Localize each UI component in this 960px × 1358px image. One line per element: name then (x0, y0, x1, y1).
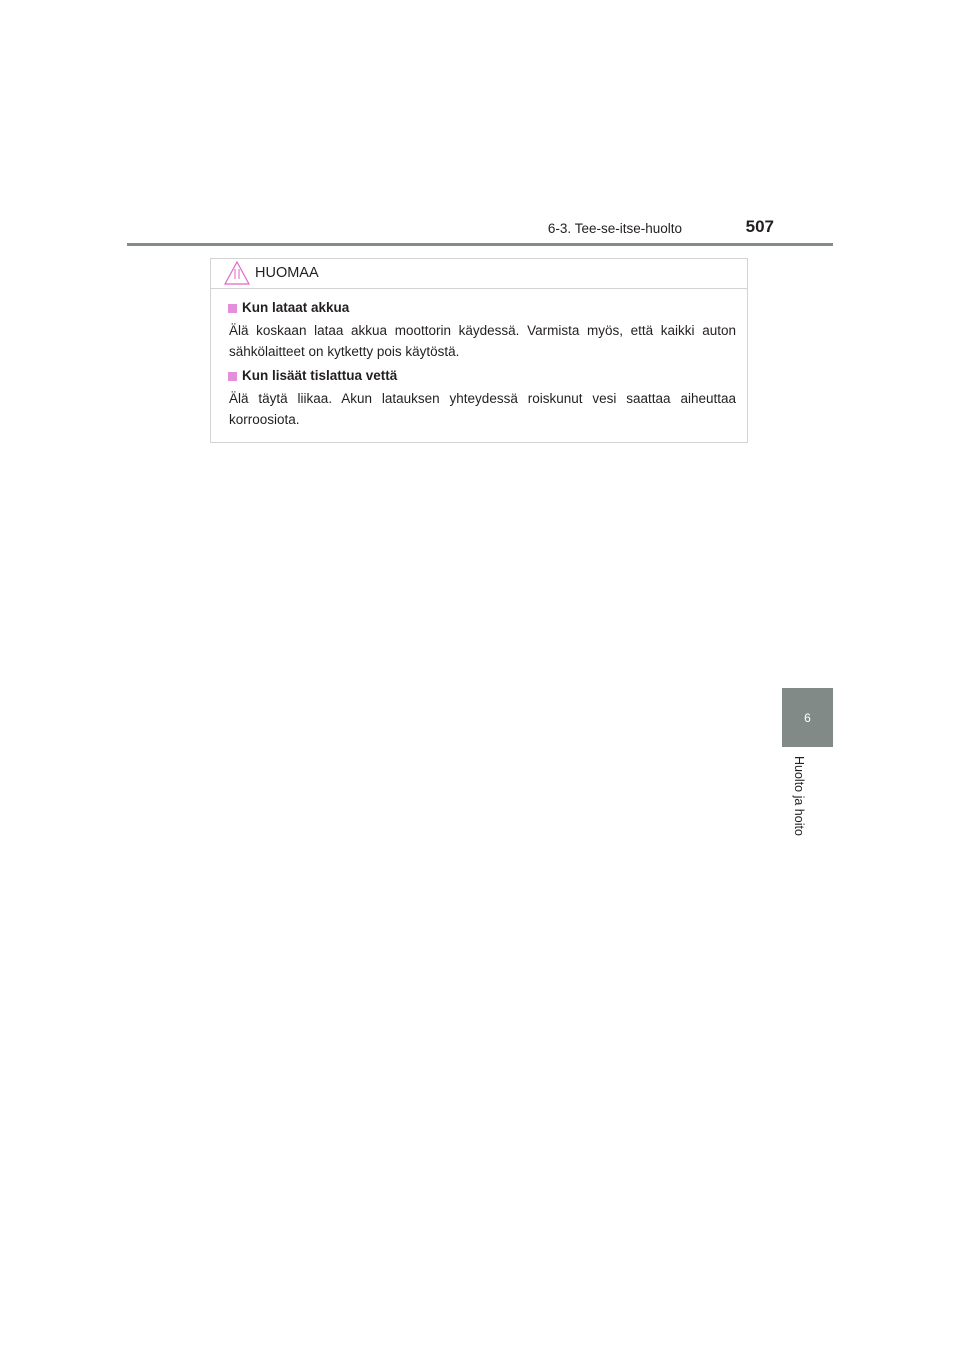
notice-header (211, 259, 747, 289)
section-title: 6-3. Tee-se-itse-huolto (547, 221, 682, 236)
notice-item (211, 367, 747, 430)
header-rule (127, 243, 833, 246)
warning-triangle-icon (224, 261, 250, 285)
chapter-tab (782, 688, 833, 747)
bullet-square-icon (228, 304, 237, 313)
chapter-number: 6 (804, 710, 811, 725)
page-number: 507 (745, 217, 774, 236)
notice-item-heading-text: Kun lataat akkua (242, 300, 350, 315)
notice-box (210, 258, 748, 443)
notice-item-body: Älä koskaan lataa akkua moottorin käydessä. Varmista myös, että kaikki auton sähkölaitteet on kytketty pois käytöstä. (229, 323, 736, 359)
notice-item-heading (228, 367, 747, 385)
notice-item (211, 299, 747, 362)
notice-item-heading-text: Kun lisäät tislattua vettä (242, 368, 398, 383)
notice-title: HUOMAA (255, 265, 319, 281)
chapter-title: Huolto ja hoito (792, 756, 806, 836)
bullet-square-icon (228, 372, 237, 381)
notice-item-heading (228, 299, 747, 317)
notice-item-body: Älä täytä liikaa. Akun latauksen yhteydessä roiskunut vesi saattaa aiheuttaa korroosiota. (229, 391, 736, 427)
